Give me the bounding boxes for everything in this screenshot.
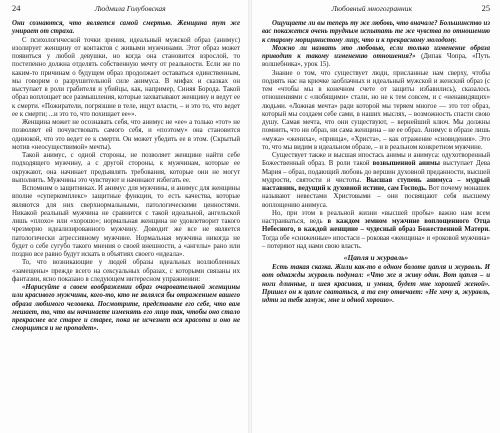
paragraph: Они сознаются, что является самой смертью. Женщина тут же умирает от страха. <box>12 20 240 36</box>
right-page-body <box>262 20 490 305</box>
left-page-body <box>12 20 240 334</box>
section-title: «Цапля и журавль» <box>343 253 409 262</box>
paragraph: Такой анимус, с одной стороны, не позволяет женщине найти себе подходящего мужчину, а с другой стороны, к мужчинам, которые ее окружают, она начинает предъявлять требования, которые они не могут выполнить. Мужчины это чувствуют и начинают избегать ее. <box>12 152 240 184</box>
text-run: Тогда обе «сниженные» ипостаси – роковая «женщина» и «роковой мужчина» – потеряют над нами свою власть. <box>262 234 490 250</box>
paragraph: Знание о том, что существует люди, присланные нам сверху, чтобы поднять нас на крючке заоблачных и идеальный мужской и женский образ (с тем «чтобы мы в конечном счете от защиты избавились), сказалось отношениями с «любящими» стали, но не к тем совсем, и с «ненавидящих» людьми. «Ложная мечта» ради которой мы теряем многое — это тот образ, который мы создаем себе сами, в наших мыслях, – возможность спасти свою душу. Самая мечта, что они существуют, – вернейший ключ. Мы должны помнить, что ни образ, ни сама женщина – не ее образ. Анимус в образе лишь «мужа» «жениха», «принца», «Христа», – как отражение «сновидения». Это то, что мы видим в идеальном образе, – и в реальном конкретном мужчине. <box>262 69 490 151</box>
bold-run: возвышенной анимы <box>372 160 440 168</box>
paragraph <box>262 210 490 251</box>
paragraph: Женщина может не осознавать себя, что анимус не «ее» а только «тот» не позволяет ей почувствовать самого себя, и «поэтому» она становится одинокой, что это ведет ее к смерти. Он может убедить ее в этом. (Скрытый мотив «неосуществимой» мечты). <box>12 119 240 151</box>
left-page-header <box>12 4 240 16</box>
left-running-head: Людмила Голубовская <box>94 4 166 13</box>
paragraph: С психологической точки зрения, идеальный мужской образ (анимус) изолирует женщину от контактов с живыми мужчинами. Этот образ может появиться у любой девушки, но когда она становится взрослой, то постепенно должна отделять собственную мечту от реальности. Если же по каким-то причинам о будущем образ продолжает оставаться единственным, мы говорим о разрушительной силе анимуса. В мифах и сказках он выступает в роли грабителя и убийцы, как, например, Синяя Борода. Такой образ воплощает все размышления, которые захватывают женщину и ведут ее к смерти. «Пожиратели, погрязшие в теле, ищут власти, – и это то, что ведет ее к смерти; ...и это то, что похищает ее»». <box>12 36 240 118</box>
text-run: Существует также и высшая ипостась анимы и анимуса: одухотворенный Божественный образ. В роли такой <box>262 152 490 168</box>
right-page-header <box>262 4 490 16</box>
story-paragraph: Есть такая сказка. Жили как-то в одном болоте цапля и журавль. И вот однажды журавль подумал: «Что же я живу один. Вот цапля – и ноги длинные, и шея красивая, и умная, будет мне хорошей женой». Пришел он к цапле свататься, а та ему отвечает: «Не хочу я, журавль, идти за тебя замуж, мне и одной хорошо». <box>262 264 490 304</box>
paragraph <box>262 152 490 210</box>
bold-run: в каждом земном мужчине воплощенного Отца Небесного, в каждой женщине – чудесный образ Божественной Матери. <box>262 218 491 234</box>
left-page <box>0 0 248 433</box>
quote-paragraph: «Нарисуйте в своем воображении образ очаровательной женщины или красивого мужчины, кого-то, кто не являлся бы отражением вашего образа любимого человека. Посмотрите, представьте его себе, что вам мешает, то, что вы начинаете изменять его лицо так, чтобы оно стало прекраснее все старее и старее, пока не исчезнет вся красота и оно не сморщится и не пропадет». <box>12 284 240 333</box>
text-run: Вот почему монашек называют невестами Христовыми – они посвящают себя высшему воплощению анимуса. <box>262 185 490 209</box>
paragraph: Ощущаете ли вы теперь ту же любовь, что вначале? Большинство из вас покажется очень трудным испытать те же чувства по отношению к старому морщинистому лицу, что и к прекрасному молодому. <box>262 20 490 44</box>
right-page-number: 25 <box>481 4 490 13</box>
bold-run: Высшая ступень анимуса – мудрый наставник, ведущий к духовной истине, сам Господь. <box>262 176 490 192</box>
text-run: выступает Дева Мария – образ, подающий любовь до вершин духовной преданности, высшей мудрости, святости и чистоты. <box>262 160 490 184</box>
text-run: Но, при этом в реальной жизни «высшей пробы» важно нам всем настраиваться, ведь <box>262 209 490 225</box>
paragraph <box>262 45 490 70</box>
emphasis: Можно ли назвать это любовью, если только изменение образа приводит к такому изменению отношения?» <box>262 44 490 60</box>
paragraph: Вспомним о защитниках. И анимус для мужчины, и анимус для женщины вполне «суперкомплекс» защитные функции, то есть качества, которые являются для них сверхнормальными, патологическими ценностями. Никакой реальный мужчина не сравнится с такой идеальной, ангельской лишь «плохо» или «хорошо»; нормальная женщина не удовлетворит такого чрезмерно идеализированного мужчину. Доводит же все не является патологически агрессивному мужчине. Нормальная мужчина никогда не будет о себе сугубо такого мнения о своей внешности, а «ангелы» рано или поздно все равно будут искать в объятиях своего «идеала». <box>12 185 240 258</box>
citation: (Дипак Чопра, «Путь волшебника», урок 15). <box>262 53 490 69</box>
paragraph: То, что возникающие у людей образы идеальных возлюбленных «замещены» прежде всего на сексуальных образах, с которыми связаны их фантазии, ясно показано в следующем интересном упражнении: <box>12 259 240 283</box>
left-page-number: 24 <box>12 4 21 13</box>
right-running-head: Любовный многогранник <box>331 4 413 13</box>
right-page <box>252 0 500 433</box>
